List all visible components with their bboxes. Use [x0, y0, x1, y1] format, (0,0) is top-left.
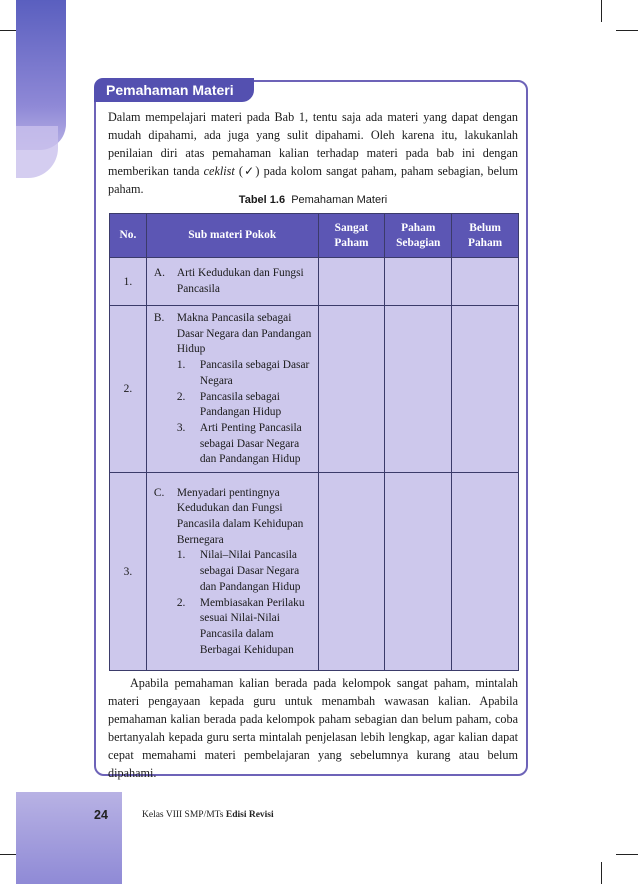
crop-mark [601, 0, 602, 22]
check-cell-belum-paham[interactable] [452, 473, 519, 671]
decorative-band-top [16, 0, 66, 150]
table-row [110, 306, 519, 473]
row-number: 1. [110, 258, 147, 306]
check-cell-paham-sebagian[interactable] [385, 258, 452, 306]
table-row [110, 473, 519, 671]
crop-mark [616, 30, 638, 31]
check-cell-paham-sebagian[interactable] [385, 306, 452, 473]
header-sub-materi: Sub materi Pokok [146, 214, 318, 258]
row-subject: A. Arti Kedudukan dan Fungsi Pancasila [146, 258, 318, 306]
intro-text: Dalam mempelajari materi pada Bab 1, tentu saja ada materi yang dapat dengan mudah dipahami, ada juga yang sulit dipahami. Oleh karena itu, lakukanlah penilaian diri atas pemahaman kalian terhadap materi pada bab ini dengan memberikan tanda [108, 110, 518, 178]
caption-label: Tabel 1.6 [238, 194, 286, 206]
footer-book-title: Kelas VIII SMP/MTs Edisi Revisi [142, 810, 274, 820]
decorative-band-bottom [16, 792, 122, 884]
crop-mark [616, 854, 638, 855]
header-sangat-paham: Sangat Paham [318, 214, 385, 258]
understanding-table [109, 213, 519, 671]
page-number: 24 [94, 808, 108, 822]
caption-text: Pemahaman Materi [291, 194, 388, 206]
box-title: Pemahaman Materi [94, 78, 254, 102]
check-cell-paham-sebagian[interactable] [385, 473, 452, 671]
row-subject: B. Makna Pancasila sebagai Dasar Negara dan Pandangan Hidup 1. Pancasila sebagai Dasar Negara 2. Pancasila sebagai Pandangan Hidup 3. Arti Penting Pancasila sebagai Dasar Negara dan Pandangan Hidup [146, 306, 318, 473]
check-cell-belum-paham[interactable] [452, 258, 519, 306]
check-cell-belum-paham[interactable] [452, 306, 519, 473]
table-header-row [110, 214, 519, 258]
content-box [94, 80, 528, 780]
table-caption [96, 194, 530, 206]
intro-end: pada kolom sangat paham, paham sebagian, belum paham. [108, 164, 518, 196]
check-cell-sangat-paham[interactable] [318, 258, 385, 306]
closing-paragraph: Apabila pemahaman kalian berada pada kelompok sangat paham, mintalah materi pengayaan kepada guru untuk menambah wawasan kalian. Apabila pemahaman kalian berada pada kelompok paham sebagian dan belum paham, coba bertanyalah kepada guru serta mintalah penjelasan lebih lengkap, agar kalian dapat cepat memahami materi pembelajaran yang sebelumnya kurang atau belum dipahami. [108, 676, 518, 780]
check-cell-sangat-paham[interactable] [318, 306, 385, 473]
header-paham-sebagian: Paham Sebagian [385, 214, 452, 258]
intro-italic: ceklist [203, 164, 235, 178]
crop-mark [601, 862, 602, 884]
table-row [110, 258, 519, 306]
header-no: No. [110, 214, 147, 258]
intro-paragraph [108, 108, 518, 198]
row-number: 3. [110, 473, 147, 671]
header-belum-paham: Belum Paham [452, 214, 519, 258]
row-subject: C. Menyadari pentingnya Kedudukan dan Fungsi Pancasila dalam Kehidupan Bernegara 1. Nilai–Nilai Pancasila sebagai Dasar Negara dan Pandangan Hidup 2. Membiasakan Perilaku sesuai Nilai-Nilai Pancasila dalam Berbagai Kehidupan [146, 473, 318, 671]
check-mark: (✓) [234, 164, 260, 178]
row-number: 2. [110, 306, 147, 473]
check-cell-sangat-paham[interactable] [318, 473, 385, 671]
